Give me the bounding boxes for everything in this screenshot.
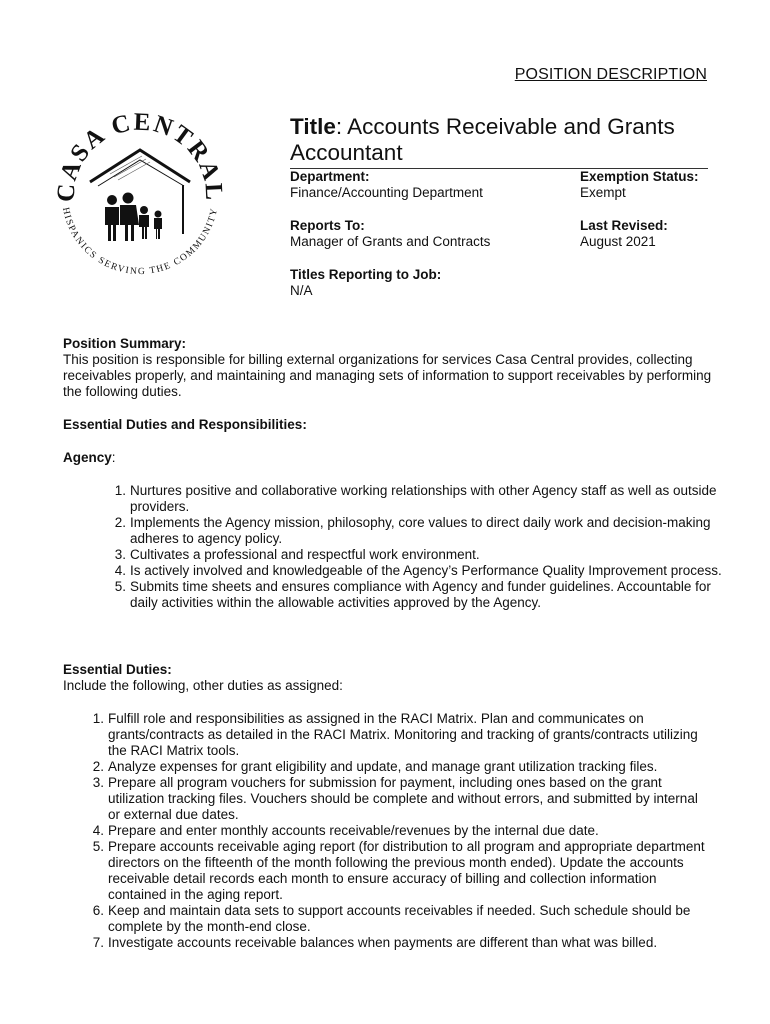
list-item-number: 3. xyxy=(92,775,104,790)
list-item-text: Investigate accounts receivable balances when payments are different than what was billed. xyxy=(108,935,658,950)
essential-duties-list xyxy=(92,711,708,951)
essential-duties-responsibilities-heading: Essential Duties and Responsibilities: xyxy=(63,417,307,432)
last-revised-block xyxy=(580,218,668,250)
summary-heading: Position Summary: xyxy=(63,336,187,351)
list-item xyxy=(114,515,735,547)
list-item-text: Nurtures positive and collaborative working relationships with other Agency staff as well as outside providers. xyxy=(130,483,717,514)
list-item-number: 2. xyxy=(92,759,104,774)
list-item-text: Prepare and enter monthly accounts receivable/revenues by the internal due date. xyxy=(108,823,599,838)
list-item-number: 3. xyxy=(114,547,126,562)
titles-reporting-block xyxy=(290,267,441,299)
titles-reporting-value: N/A xyxy=(290,283,313,298)
list-item xyxy=(114,483,735,515)
position-title xyxy=(290,114,710,166)
list-item-number: 6. xyxy=(92,903,104,918)
list-item xyxy=(114,563,735,579)
list-item-text: Prepare all program vouchers for submission for payment, including ones based on the grant utilization tracking files. Vouchers should be complete and without errors, and submitted by internal or external due dates. xyxy=(108,775,698,822)
agency-heading xyxy=(63,450,743,466)
last-revised-value: August 2021 xyxy=(580,234,656,249)
title-value: : Accounts Receivable and Grants Accountant xyxy=(290,114,675,165)
list-item-text: Cultivates a professional and respectful work environment. xyxy=(130,547,480,562)
summary-text: This position is responsible for billing external organizations for services Casa Central provides, collecting receivables properly, and maintaining and managing sets of information to support receivables by performing the following duties. xyxy=(63,352,712,399)
list-item xyxy=(92,759,708,775)
list-item xyxy=(92,823,708,839)
title-label: Title xyxy=(290,114,336,139)
list-item-number: 4. xyxy=(92,823,104,838)
list-item xyxy=(92,711,708,759)
list-item-text: Implements the Agency mission, philosophy, core values to direct daily work and decision-making adheres to agency policy. xyxy=(130,515,711,546)
reports-to-value: Manager of Grants and Contracts xyxy=(290,234,491,249)
department-value: Finance/Accounting Department xyxy=(290,185,483,200)
list-item xyxy=(92,839,708,903)
list-item-text: Is actively involved and knowledgeable of the Agency’s Performance Quality Improvement process. xyxy=(130,563,722,578)
list-item-text: Keep and maintain data sets to support accounts receivables if needed. Such schedule should be complete by the month-end close. xyxy=(108,903,691,934)
list-item xyxy=(92,903,708,935)
exemption-label: Exemption Status: xyxy=(580,169,699,184)
list-item-text: Fulfill role and responsibilities as assigned in the RACI Matrix. Plan and communicates on grants/contracts as detailed in the RACI Matrix. Monitoring and tracking of grants/contracts utilizing the RACI Matrix tools. xyxy=(108,711,698,758)
department-block xyxy=(290,169,483,201)
exemption-block xyxy=(580,169,699,201)
list-item-number: 7. xyxy=(92,935,104,950)
essential-duties-heading: Essential Duties: xyxy=(63,662,172,677)
agency-colon: : xyxy=(111,450,116,465)
logo-bottom-text: HISPANICS SERVING THE COMMUNITY xyxy=(59,206,221,278)
essential-duties xyxy=(63,662,743,694)
last-revised-label: Last Revised: xyxy=(580,218,668,233)
titles-reporting-label: Titles Reporting to Job: xyxy=(290,267,442,282)
agency-list xyxy=(114,483,735,611)
casa-central-logo xyxy=(50,106,230,286)
reports-to-label: Reports To: xyxy=(290,218,365,233)
list-item-text: Analyze expenses for grant eligibility and update, and manage grant utilization tracking files. xyxy=(108,759,658,774)
list-item xyxy=(92,775,708,823)
logo-top-text: CASA CENTRAL xyxy=(52,108,228,203)
list-item-number: 4. xyxy=(114,563,126,578)
title-block xyxy=(290,114,710,169)
position-summary xyxy=(63,336,743,400)
exemption-value: Exempt xyxy=(580,185,626,200)
list-item-number: 5. xyxy=(114,579,126,594)
list-item xyxy=(114,579,735,611)
department-label: Department: xyxy=(290,169,370,184)
list-item-text: Prepare accounts receivable aging report (for distribution to all program and appropriate department directors on the fifteenth of the month following the previous month ended). Update the accounts receivable detail records each month to ensure accuracy of billing and collection information contained in the aging report. xyxy=(108,839,705,902)
list-item-text: Submits time sheets and ensures compliance with Agency and funder guidelines. Accountable for daily activities within the allowable activities approved by the Agency. xyxy=(130,579,711,610)
list-item-number: 1. xyxy=(92,711,104,726)
list-item-number: 5. xyxy=(92,839,104,854)
svg-text:CASA CENTRAL xyxy=(53,109,228,203)
agency-label: Agency xyxy=(63,450,112,465)
document-type-heading: POSITION DESCRIPTION xyxy=(514,66,707,83)
list-item-number: 1. xyxy=(114,483,126,498)
list-item xyxy=(114,547,735,563)
essential-duties-intro: Include the following, other duties as assigned: xyxy=(63,678,343,693)
list-item xyxy=(92,935,708,951)
list-item-number: 2. xyxy=(114,515,126,530)
reports-to-block xyxy=(290,218,490,250)
